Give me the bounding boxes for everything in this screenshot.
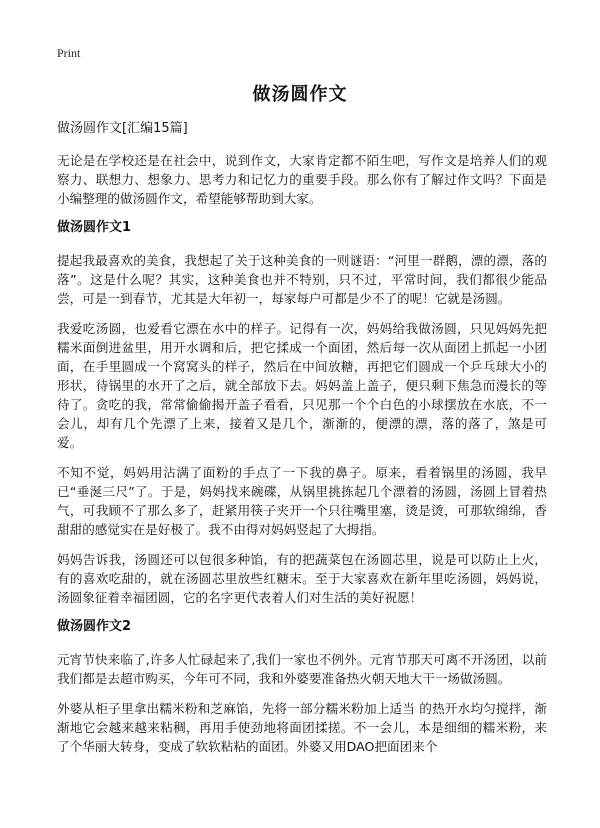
paragraph: 提起我最喜欢的美食，我想起了关于这种美食的一则谜语：“河里一群鹅，漂的漂，落的落”。这是什么呢？其实，这种美食也并不特别，只不过，平常时间，我们都很少能品尝，可是一到春节，尤其是大年初一，每家每户可都是少不了的呢！它就是汤圆。 [57,253,547,306]
article-body [57,120,547,767]
page-title: 做汤圆作文 [252,84,348,105]
paragraph: 不知不觉，妈妈用沾满了面粉的手点了一下我的鼻子。原来，看着锅里的汤圆，我早已“垂涎三尺”了。于是，妈妈找来碗碟，从锅里挑拣起几个漂着的汤圆，汤圆上冒着热气，可我顾不了那么多了，赶紧用筷子夹开一个只往嘴里塞，烫是烫，可那软绵绵，香甜甜的感觉实在是好极了。我不由得对妈妈竖起了大拇指。 [57,465,547,537]
article-subtitle: 做汤圆作文[汇编15篇] [57,121,188,136]
paragraph: 元宵节快来临了,许多人忙碌起来了,我们一家也不例外。元宵节那天可离不开汤团，以前我们都是去超市购买，今年可不同，我和外婆要准备热火朝天地大干一场做汤圆。 [57,652,547,686]
section-2 [57,618,547,756]
print-link[interactable]: Print [57,46,81,60]
section-1 [57,219,547,607]
paragraph: 外婆从柜子里拿出糯米粉和芝麻馅，先将一部分糯米粉加上适当 的热开水均匀搅拌，渐渐地它会越来越来粘稠，再用手使劲地将面团揉搓。不一会儿，本是细细的糯米粉，来了个华丽大转身，变成了软软粘粘的面团。外婆又用DAO把面团来个 [57,701,547,754]
section-heading: 做汤圆作文2 [57,619,132,634]
paragraph: 我爱吃汤圆，也爱看它漂在水中的样子。记得有一次，妈妈给我做汤圆，只见妈妈先把糯米面倒进盆里，用开水调和后，把它揉成一个面团，然后每一次从面团上抓起一小团面，在手里圆成一个窝窝头的样子，然后在中间放糖，再把它们圆成一个乒乓球大小的形状，待锅里的水开了之后，就全部放下去。妈妈盖上盖子，便只剩下焦急而漫长的等待了。贪吃的我，常常偷偷揭开盖子看看，只见那一个个白色的小球摆放在水底，不一会儿，却有几个先漂了上来，接着又是几个，渐渐的，便漂的漂，落的落了，煞是可爱。 [57,321,547,450]
section-heading: 做汤圆作文1 [57,220,132,235]
intro-paragraph: 无论是在学校还是在社会中，说到作文，大家肯定都不陌生吧，写作文是培养人们的观察力、联想力、想象力、思考力和记忆力的重要手段。那么你有了解过作文吗？下面是小编整理的做汤圆作文，希望能够帮助到大家。 [57,153,547,206]
paragraph: 妈妈告诉我，汤圆还可以包很多种馅，有的把蔬菜包在汤圆芯里，说是可以防止上火，有的喜欢吃甜的，就在汤圆芯里放些红糖末。至于大家喜欢在新年里吃汤圆，妈妈说，汤圆象征着幸福团圆，它的名字更代表着人们对生活的美好祝愿！ [57,552,547,605]
